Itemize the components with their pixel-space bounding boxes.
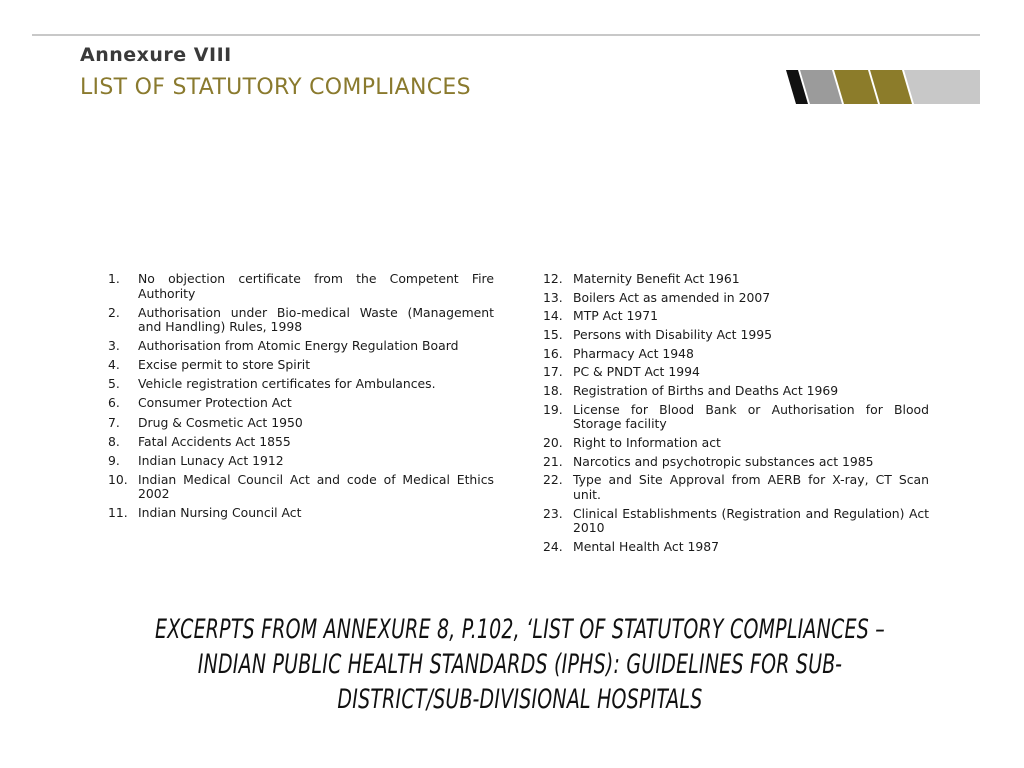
list-item <box>108 306 494 335</box>
list-item-number: 12. <box>543 271 563 286</box>
list-item-text: Registration of Births and Deaths Act 1969 <box>573 383 839 399</box>
list-item-text: No objection certificate from the Competent Fire Authority <box>138 271 494 301</box>
list-item-number: 16. <box>543 345 563 361</box>
list-item-text: Right to Information act <box>573 435 721 450</box>
list-item <box>108 358 494 373</box>
list-item-number: 17. <box>543 364 563 380</box>
list-item-text: Consumer Protection Act <box>138 395 292 411</box>
list-item <box>543 473 929 502</box>
list-item-number: 3. <box>108 338 120 354</box>
list-item-text: Excise permit to store Spirit <box>138 357 311 373</box>
list-item-number: 14. <box>543 308 563 324</box>
stripe-light-gray <box>904 70 980 104</box>
list-item-text: Indian Medical Council Act and code of Medical Ethics 2002 <box>138 471 494 502</box>
list-item <box>543 272 929 287</box>
list-item-number: 22. <box>543 472 563 488</box>
list-item-text: Maternity Benefit Act 1961 <box>573 271 740 286</box>
list-item <box>108 435 494 450</box>
list-item <box>543 365 929 380</box>
list-item-text: Type and Site Approval from AERB for X-ray, CT Scan unit. <box>573 472 929 502</box>
list-item-number: 10. <box>108 471 128 487</box>
list-item-text: License for Blood Bank or Authorisation for Blood Storage facility <box>573 401 929 432</box>
list-item <box>108 416 494 431</box>
list-item <box>543 309 929 324</box>
list-item <box>108 396 494 411</box>
list-item-number: 8. <box>108 433 120 449</box>
slide-caption: EXCERPTS FROM ANNEXURE 8, P.102, ‘LIST OF STATUTORY COMPLIANCES – INDIAN PUBLIC HEALTH STANDARDS (IPHS): GUIDELINES FOR SUB-DISTRICT/SUB-DIVISIONAL HOSPITALS <box>155 614 885 715</box>
list-item <box>108 473 494 502</box>
list-item <box>108 506 494 521</box>
annexure-title: Annexure VIII <box>80 44 232 66</box>
list-item <box>108 339 494 354</box>
list-item-text: Clinical Establishments (Registration and Regulation) Act 2010 <box>573 505 929 536</box>
list-item <box>543 436 929 451</box>
list-item-number: 2. <box>108 304 120 320</box>
list-item-number: 15. <box>543 327 563 343</box>
list-item <box>543 507 929 536</box>
list-item-text: Authorisation under Bio-medical Waste (Management and Handling) Rules, 1998 <box>138 304 494 335</box>
list-item-number: 9. <box>108 452 120 468</box>
list-item-text: PC & PNDT Act 1994 <box>573 364 700 380</box>
list-item-number: 18. <box>543 383 563 399</box>
list-item-text: Narcotics and psychotropic substances act 1985 <box>573 453 874 469</box>
list-item-number: 24. <box>543 538 563 554</box>
list-item <box>108 454 494 469</box>
list-item-text: Pharmacy Act 1948 <box>573 345 694 361</box>
list-item <box>543 347 929 362</box>
list-item <box>543 403 929 432</box>
list-item-number: 1. <box>108 271 120 286</box>
list-item-text: Indian Nursing Council Act <box>138 505 302 521</box>
list-item-number: 20. <box>543 435 563 450</box>
list-item-text: Persons with Disability Act 1995 <box>573 327 773 343</box>
list-item-text: Fatal Accidents Act 1855 <box>138 433 291 449</box>
list-item-text: MTP Act 1971 <box>573 308 659 324</box>
stripe-olive-1 <box>834 70 878 104</box>
list-item-text: Drug & Cosmetic Act 1950 <box>138 414 303 430</box>
list-item-text: Indian Lunacy Act 1912 <box>138 452 284 468</box>
list-item-number: 7. <box>108 414 120 430</box>
compliance-list-right <box>543 272 929 558</box>
list-item <box>108 272 494 301</box>
list-item-number: 19. <box>543 401 563 417</box>
list-item-text: Boilers Act as amended in 2007 <box>573 289 771 305</box>
list-item-number: 5. <box>108 376 120 392</box>
list-item <box>108 377 494 392</box>
compliance-list-left <box>108 272 494 526</box>
list-item <box>543 328 929 343</box>
top-divider <box>32 34 980 36</box>
list-item <box>543 384 929 399</box>
list-item-number: 11. <box>108 505 128 521</box>
list-item-text: Authorisation from Atomic Energy Regulation Board <box>138 338 459 354</box>
list-item-number: 4. <box>108 357 120 373</box>
list-item <box>543 540 929 555</box>
decorative-stripes <box>786 70 980 104</box>
list-item <box>543 291 929 306</box>
list-item-text: Vehicle registration certificates for Ambulances. <box>138 376 436 392</box>
list-item-number: 6. <box>108 395 120 411</box>
list-item-text: Mental Health Act 1987 <box>573 538 720 554</box>
list-item-number: 23. <box>543 505 563 521</box>
list-item-number: 13. <box>543 289 563 305</box>
list-title: LIST OF STATUTORY COMPLIANCES <box>80 75 471 100</box>
list-item-number: 21. <box>543 453 563 469</box>
list-item <box>543 455 929 470</box>
